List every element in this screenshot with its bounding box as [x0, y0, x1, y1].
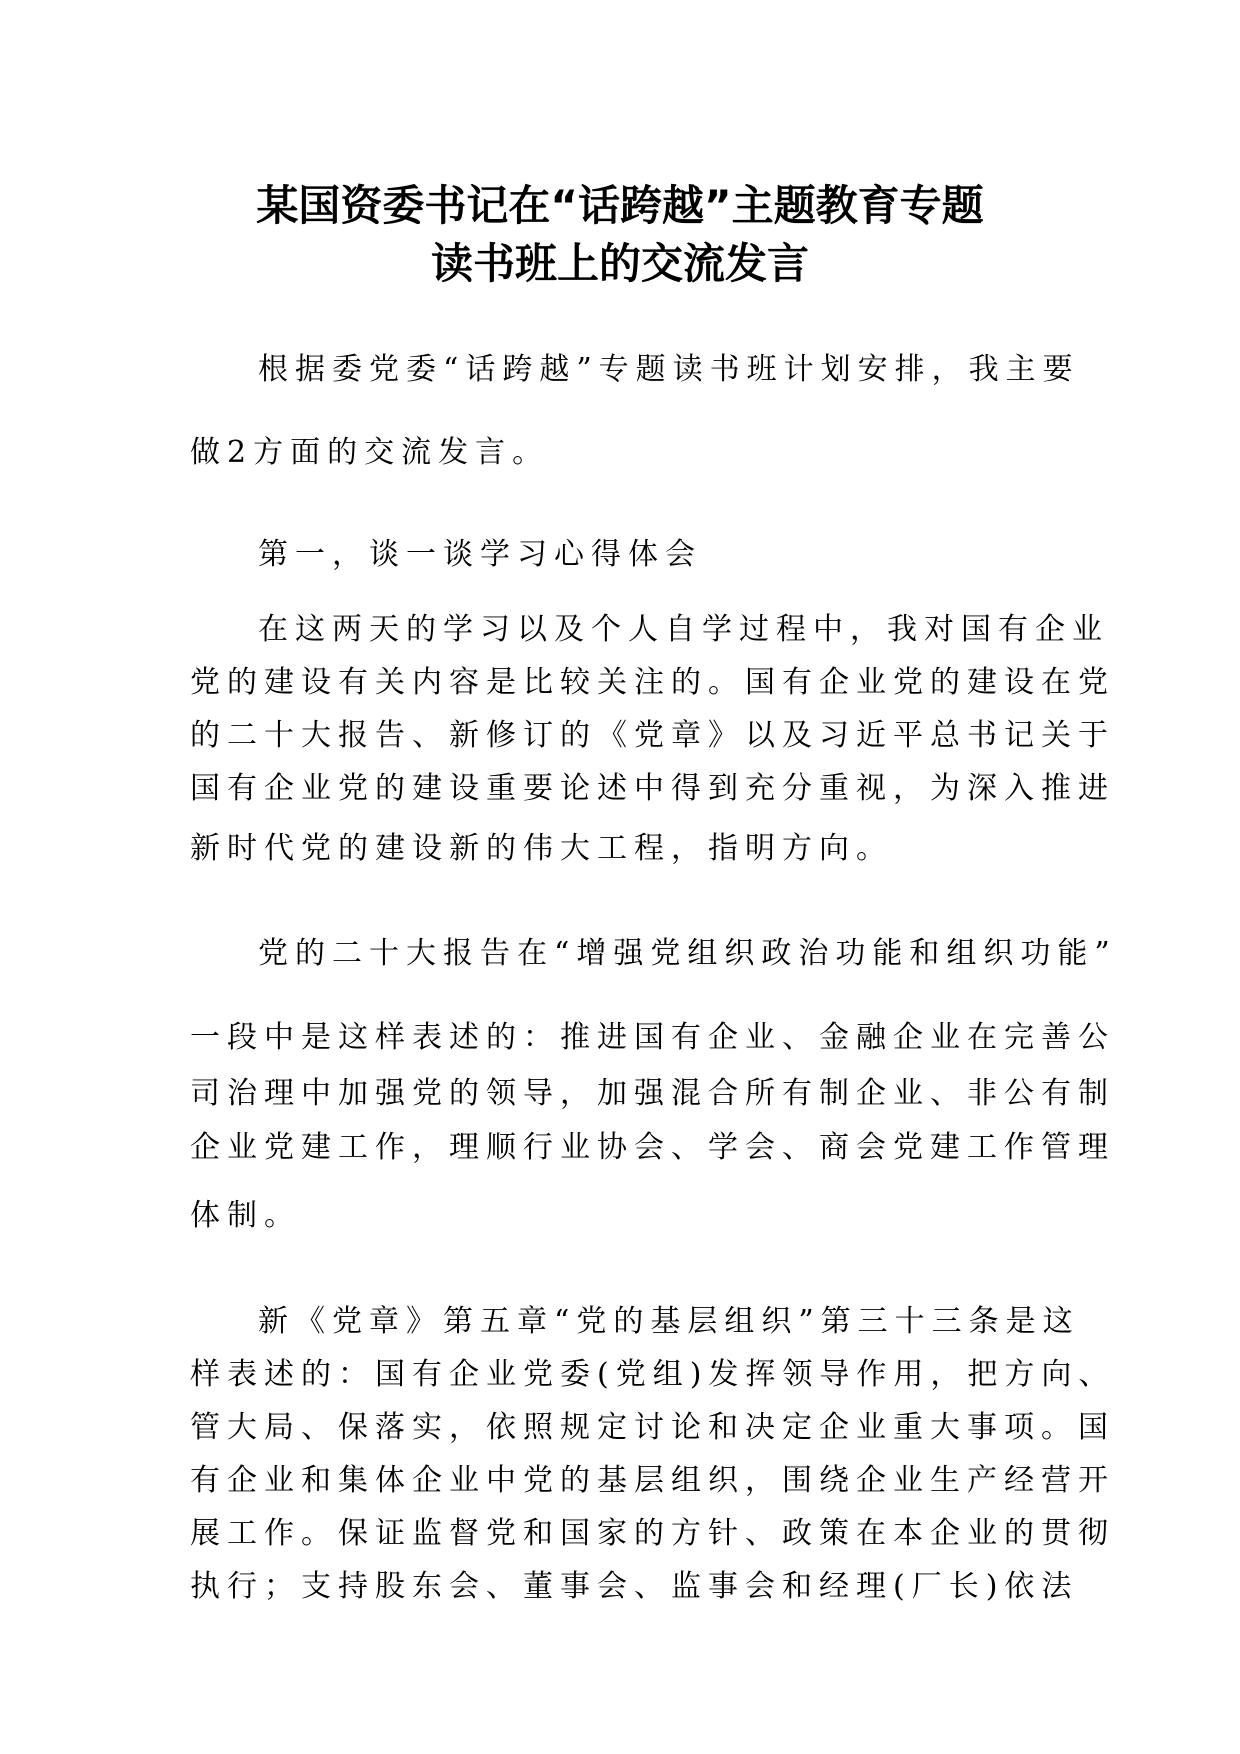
paragraph-3-line-5: 新时代党的建设新的伟大工程，指明方向。 — [190, 831, 893, 866]
paragraph-4-line-2: 一段中是这样表述的：推进国有企业、金融企业在完善公 — [190, 1020, 1115, 1055]
paragraph-3-line-4: 国有企业党的建设重要论述中得到充分重视，为深入推进 — [190, 771, 1115, 806]
paragraph-4-line-3: 司治理中加强党的领导，加强混合所有制企业、非公有制 — [190, 1076, 1115, 1111]
paragraph-4-line-1: 党的二十大报告在“增强党组织政治功能和组织功能” — [258, 936, 1117, 971]
paragraph-5-line-5: 展工作。保证监督党和国家的方针、政策在本企业的贯彻 — [190, 1516, 1115, 1551]
paragraph-1-line-2: 做2方面的交流发言。 — [190, 435, 550, 470]
document-title-line-2: 读书班上的交流发言 — [430, 239, 809, 288]
paragraph-1-line-1: 根据委党委“话跨越”专题读书班计划安排，我主要 — [258, 352, 1080, 387]
section-heading-1: 第一，谈一谈学习心得体会 — [258, 537, 702, 572]
paragraph-5-line-4: 有企业和集体企业中党的基层组织，围绕企业生产经营开 — [190, 1463, 1115, 1498]
document-title-line-1: 某国资委书记在“话跨越”主题教育专题 — [256, 181, 984, 230]
paragraph-5-line-3: 管大局、保落实，依照规定讨论和决定企业重大事项。国 — [190, 1410, 1115, 1445]
paragraph-3-line-2: 党的建设有关内容是比较关注的。国有企业党的建设在党 — [190, 665, 1115, 700]
paragraph-5-line-2: 样表述的：国有企业党委(党组)发挥领导作用，把方向、 — [190, 1357, 1116, 1392]
paragraph-5-line-1: 新《党章》第五章“党的基层组织”第三十三条是这 — [258, 1304, 1080, 1339]
paragraph-3-line-1: 在这两天的学习以及个人自学过程中，我对国有企业 — [258, 612, 1109, 647]
paragraph-5-line-6: 执行；支持股东会、董事会、监事会和经理(厂长)依法 — [190, 1569, 1079, 1604]
paragraph-3-line-3: 的二十大报告、新修订的《党章》以及习近平总书记关于 — [190, 718, 1115, 753]
paragraph-4-line-5: 体制。 — [190, 1198, 301, 1233]
paragraph-4-line-4: 企业党建工作，理顺行业协会、学会、商会党建工作管理 — [190, 1130, 1115, 1165]
